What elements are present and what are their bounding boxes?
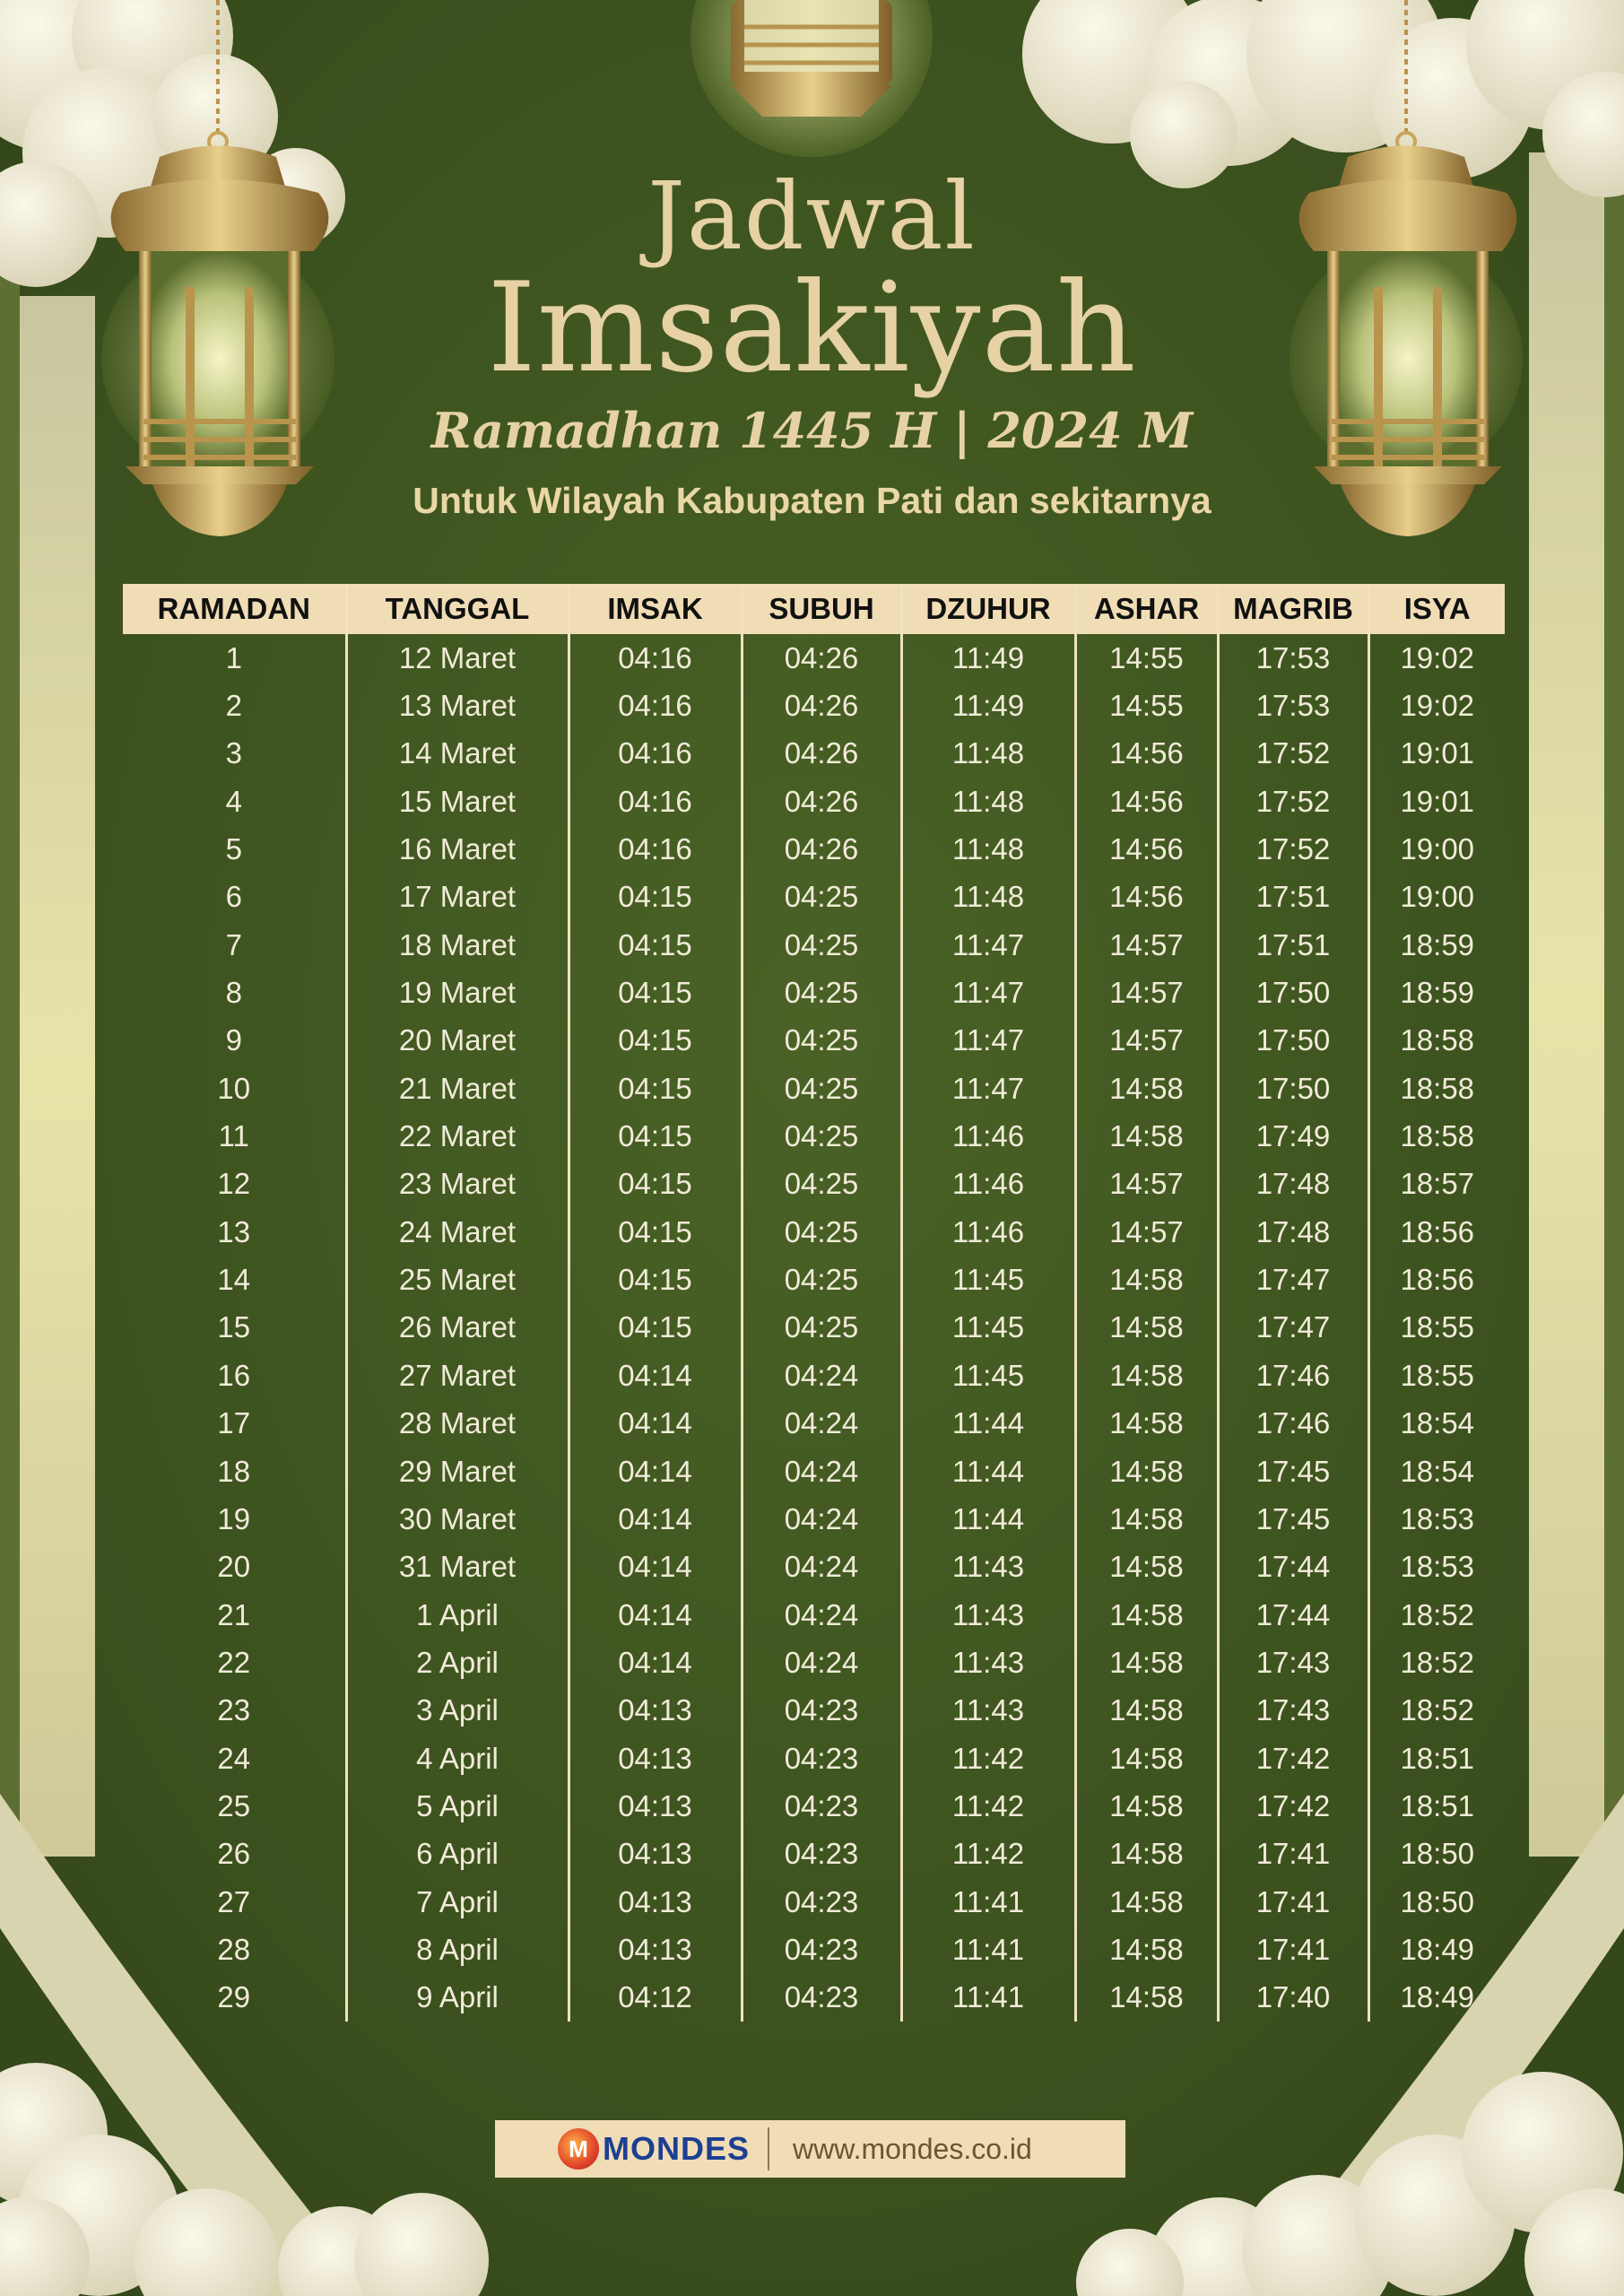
- cell-imsak: 04:16: [569, 825, 742, 873]
- cell-dzuhur: 11:43: [901, 1591, 1075, 1639]
- footer-bar: [495, 2120, 1125, 2178]
- cell-imsak: 04:15: [569, 1256, 742, 1303]
- cell-isya: 19:01: [1368, 778, 1505, 825]
- cell-ashar: 14:57: [1075, 921, 1218, 969]
- cell-tanggal: 2 April: [346, 1639, 569, 1686]
- table-row: [123, 682, 1505, 729]
- cell-imsak: 04:14: [569, 1448, 742, 1495]
- cell-tanggal: 16 Maret: [346, 825, 569, 873]
- cell-imsak: 04:15: [569, 1304, 742, 1352]
- cell-magrib: 17:43: [1218, 1639, 1368, 1686]
- cell-subuh: 04:23: [742, 1878, 901, 1926]
- cell-dzuhur: 11:48: [901, 874, 1075, 921]
- table-row: [123, 1735, 1505, 1782]
- cell-ashar: 14:58: [1075, 1352, 1218, 1399]
- cell-ashar: 14:56: [1075, 730, 1218, 778]
- cell-subuh: 04:25: [742, 1208, 901, 1256]
- cell-subuh: 04:25: [742, 921, 901, 969]
- cell-dzuhur: 11:43: [901, 1639, 1075, 1686]
- table-row: [123, 1639, 1505, 1686]
- cell-isya: 18:59: [1368, 921, 1505, 969]
- table-row: [123, 778, 1505, 825]
- schedule-table: [123, 584, 1505, 2022]
- cell-ashar: 14:58: [1075, 1112, 1218, 1160]
- website-link[interactable]: www.mondes.co.id: [793, 2132, 1032, 2165]
- cell-magrib: 17:46: [1218, 1352, 1368, 1399]
- cell-subuh: 04:23: [742, 1974, 901, 2022]
- cell-imsak: 04:15: [569, 1161, 742, 1208]
- cell-tanggal: 29 Maret: [346, 1448, 569, 1495]
- cell-imsak: 04:14: [569, 1352, 742, 1399]
- cell-imsak: 04:13: [569, 1782, 742, 1830]
- cell-isya: 18:55: [1368, 1304, 1505, 1352]
- column-header-ramadan: RAMADAN: [123, 584, 346, 634]
- cell-dzuhur: 11:44: [901, 1495, 1075, 1543]
- cell-magrib: 17:45: [1218, 1448, 1368, 1495]
- cell-isya: 19:00: [1368, 825, 1505, 873]
- table-header-row: [123, 584, 1505, 634]
- cell-tanggal: 19 Maret: [346, 969, 569, 1016]
- cell-subuh: 04:23: [742, 1926, 901, 1973]
- cell-ashar: 14:58: [1075, 1831, 1218, 1878]
- cell-isya: 18:51: [1368, 1735, 1505, 1782]
- cell-ramadan: 27: [217, 1884, 251, 1918]
- cell-ramadan: 6: [225, 880, 242, 914]
- table-row: [123, 730, 1505, 778]
- column-header-ashar: ASHAR: [1075, 584, 1218, 634]
- cell-subuh: 04:25: [742, 1017, 901, 1065]
- cell-tanggal: 22 Maret: [346, 1112, 569, 1160]
- cell-imsak: 04:14: [569, 1639, 742, 1686]
- cell-ashar: 14:57: [1075, 969, 1218, 1016]
- cell-dzuhur: 11:45: [901, 1256, 1075, 1303]
- cell-imsak: 04:14: [569, 1544, 742, 1591]
- cell-dzuhur: 11:42: [901, 1831, 1075, 1878]
- cell-magrib: 17:51: [1218, 921, 1368, 969]
- table-row: [123, 1065, 1505, 1112]
- table-row: [123, 634, 1505, 682]
- mondes-logo: [558, 2128, 750, 2170]
- cell-ramadan: 26: [217, 1837, 251, 1871]
- cell-magrib: 17:43: [1218, 1687, 1368, 1735]
- cell-isya: 18:54: [1368, 1400, 1505, 1448]
- cell-tanggal: 15 Maret: [346, 778, 569, 825]
- cell-imsak: 04:16: [569, 634, 742, 682]
- cell-subuh: 04:26: [742, 634, 901, 682]
- cell-ramadan: 14: [217, 1263, 251, 1297]
- cell-ramadan: 20: [217, 1550, 251, 1584]
- cell-ramadan: 8: [225, 976, 242, 1010]
- cell-tanggal: 31 Maret: [346, 1544, 569, 1591]
- cell-imsak: 04:13: [569, 1687, 742, 1735]
- cell-magrib: 17:41: [1218, 1831, 1368, 1878]
- cell-dzuhur: 11:47: [901, 1065, 1075, 1112]
- cell-ashar: 14:58: [1075, 1065, 1218, 1112]
- cell-dzuhur: 11:47: [901, 969, 1075, 1016]
- cell-magrib: 17:51: [1218, 874, 1368, 921]
- cell-dzuhur: 11:46: [901, 1112, 1075, 1160]
- cell-ashar: 14:58: [1075, 1735, 1218, 1782]
- cell-ramadan: 4: [225, 784, 242, 818]
- cell-tanggal: 24 Maret: [346, 1208, 569, 1256]
- cell-dzuhur: 11:46: [901, 1208, 1075, 1256]
- cell-isya: 19:02: [1368, 634, 1505, 682]
- cell-subuh: 04:24: [742, 1591, 901, 1639]
- cell-isya: 18:52: [1368, 1639, 1505, 1686]
- cell-magrib: 17:45: [1218, 1495, 1368, 1543]
- cell-subuh: 04:25: [742, 1065, 901, 1112]
- cell-subuh: 04:26: [742, 682, 901, 729]
- cell-dzuhur: 11:45: [901, 1304, 1075, 1352]
- table-row: [123, 1591, 1505, 1639]
- cell-isya: 18:58: [1368, 1017, 1505, 1065]
- cell-tanggal: 4 April: [346, 1735, 569, 1782]
- cell-ashar: 14:58: [1075, 1256, 1218, 1303]
- cell-ramadan: 2: [225, 689, 242, 723]
- cell-ashar: 14:55: [1075, 682, 1218, 729]
- cell-magrib: 17:47: [1218, 1256, 1368, 1303]
- cell-tanggal: 25 Maret: [346, 1256, 569, 1303]
- cell-imsak: 04:13: [569, 1831, 742, 1878]
- cell-subuh: 04:24: [742, 1352, 901, 1399]
- cell-subuh: 04:23: [742, 1687, 901, 1735]
- column-header-dzuhur: DZUHUR: [901, 584, 1075, 634]
- region-caption: Untuk Wilayah Kabupaten Pati dan sekitarnya: [413, 480, 1211, 521]
- cell-ramadan: 22: [217, 1645, 251, 1679]
- cell-isya: 18:56: [1368, 1208, 1505, 1256]
- cell-tanggal: 3 April: [346, 1687, 569, 1735]
- logo-emblem-icon: M: [558, 2128, 599, 2170]
- cell-tanggal: 30 Maret: [346, 1495, 569, 1543]
- cell-magrib: 17:44: [1218, 1544, 1368, 1591]
- cell-subuh: 04:23: [742, 1782, 901, 1830]
- cell-ashar: 14:56: [1075, 874, 1218, 921]
- cell-ashar: 14:58: [1075, 1926, 1218, 1973]
- cell-ramadan: 10: [217, 1071, 251, 1105]
- cell-ramadan: 13: [217, 1214, 251, 1248]
- cell-ramadan: 24: [217, 1741, 251, 1775]
- cell-magrib: 17:41: [1218, 1926, 1368, 1973]
- cell-imsak: 04:14: [569, 1400, 742, 1448]
- cell-isya: 19:02: [1368, 682, 1505, 729]
- cell-isya: 18:51: [1368, 1782, 1505, 1830]
- cell-magrib: 17:41: [1218, 1878, 1368, 1926]
- table-row: [123, 1208, 1505, 1256]
- cell-ramadan: 19: [217, 1501, 251, 1535]
- cell-subuh: 04:26: [742, 778, 901, 825]
- cell-subuh: 04:23: [742, 1831, 901, 1878]
- table-row: [123, 1352, 1505, 1399]
- cell-ramadan: 1: [225, 640, 242, 674]
- cell-ramadan: 9: [225, 1023, 242, 1057]
- cell-magrib: 17:52: [1218, 730, 1368, 778]
- cell-tanggal: 1 April: [346, 1591, 569, 1639]
- table-row: [123, 874, 1505, 921]
- cell-ashar: 14:58: [1075, 1878, 1218, 1926]
- cell-tanggal: 12 Maret: [346, 634, 569, 682]
- cell-isya: 18:49: [1368, 1974, 1505, 2022]
- cell-ramadan: 25: [217, 1788, 251, 1822]
- column-header-isya: ISYA: [1368, 584, 1505, 634]
- cell-isya: 18:53: [1368, 1495, 1505, 1543]
- cell-magrib: 17:50: [1218, 969, 1368, 1016]
- cell-ashar: 14:58: [1075, 1448, 1218, 1495]
- cell-tanggal: 13 Maret: [346, 682, 569, 729]
- cell-tanggal: 14 Maret: [346, 730, 569, 778]
- table-row: [123, 1544, 1505, 1591]
- table-row: [123, 1878, 1505, 1926]
- cell-tanggal: 7 April: [346, 1878, 569, 1926]
- cell-dzuhur: 11:46: [901, 1161, 1075, 1208]
- cell-subuh: 04:24: [742, 1495, 901, 1543]
- cell-dzuhur: 11:42: [901, 1782, 1075, 1830]
- cell-imsak: 04:12: [569, 1974, 742, 2022]
- cell-magrib: 17:52: [1218, 778, 1368, 825]
- cell-dzuhur: 11:42: [901, 1735, 1075, 1782]
- table-row: [123, 1782, 1505, 1830]
- cell-magrib: 17:50: [1218, 1017, 1368, 1065]
- table-row: [123, 1926, 1505, 1973]
- cell-ramadan: 23: [217, 1693, 251, 1727]
- cell-imsak: 04:14: [569, 1591, 742, 1639]
- cell-tanggal: 6 April: [346, 1831, 569, 1878]
- cell-isya: 18:58: [1368, 1065, 1505, 1112]
- cell-imsak: 04:16: [569, 778, 742, 825]
- cell-imsak: 04:13: [569, 1878, 742, 1926]
- cell-isya: 18:50: [1368, 1878, 1505, 1926]
- cell-magrib: 17:40: [1218, 1974, 1368, 2022]
- cell-magrib: 17:52: [1218, 825, 1368, 873]
- cell-tanggal: 26 Maret: [346, 1304, 569, 1352]
- cell-magrib: 17:50: [1218, 1065, 1368, 1112]
- table-row: [123, 921, 1505, 969]
- title-jadwal: Jadwal: [647, 161, 977, 271]
- table-row: [123, 1304, 1505, 1352]
- cell-dzuhur: 11:45: [901, 1352, 1075, 1399]
- column-header-tanggal: TANGGAL: [346, 584, 569, 634]
- column-header-imsak: IMSAK: [569, 584, 742, 634]
- cell-imsak: 04:15: [569, 969, 742, 1016]
- column-header-subuh: SUBUH: [742, 584, 901, 634]
- table-row: [123, 1112, 1505, 1160]
- cell-ramadan: 15: [217, 1310, 251, 1344]
- cell-isya: 18:57: [1368, 1161, 1505, 1208]
- cell-subuh: 04:25: [742, 1256, 901, 1303]
- cell-isya: 18:53: [1368, 1544, 1505, 1591]
- cell-isya: 18:49: [1368, 1926, 1505, 1973]
- cell-dzuhur: 11:49: [901, 682, 1075, 729]
- cell-imsak: 04:15: [569, 1065, 742, 1112]
- cell-isya: 19:00: [1368, 874, 1505, 921]
- cell-subuh: 04:25: [742, 1112, 901, 1160]
- cell-isya: 18:55: [1368, 1352, 1505, 1399]
- cell-tanggal: 8 April: [346, 1926, 569, 1973]
- cell-magrib: 17:53: [1218, 634, 1368, 682]
- cell-ramadan: 5: [225, 832, 242, 866]
- cell-dzuhur: 11:44: [901, 1400, 1075, 1448]
- table-row: [123, 1400, 1505, 1448]
- cell-ashar: 14:58: [1075, 1639, 1218, 1686]
- cell-tanggal: 20 Maret: [346, 1017, 569, 1065]
- cell-isya: 18:58: [1368, 1112, 1505, 1160]
- cell-ashar: 14:56: [1075, 825, 1218, 873]
- cell-subuh: 04:24: [742, 1400, 901, 1448]
- cell-ashar: 14:58: [1075, 1591, 1218, 1639]
- cell-ramadan: 12: [217, 1167, 251, 1201]
- cell-isya: 18:50: [1368, 1831, 1505, 1878]
- cell-isya: 18:52: [1368, 1591, 1505, 1639]
- cell-ramadan: 11: [218, 1119, 249, 1153]
- cell-dzuhur: 11:44: [901, 1448, 1075, 1495]
- cell-ashar: 14:58: [1075, 1495, 1218, 1543]
- cell-imsak: 04:15: [569, 1017, 742, 1065]
- cell-isya: 18:56: [1368, 1256, 1505, 1303]
- cell-tanggal: 5 April: [346, 1782, 569, 1830]
- cell-dzuhur: 11:48: [901, 825, 1075, 873]
- cell-imsak: 04:15: [569, 1208, 742, 1256]
- title-imsakiyah: Imsakiyah: [487, 256, 1137, 400]
- cell-ramadan: 28: [217, 1932, 251, 1966]
- cell-isya: 18:52: [1368, 1687, 1505, 1735]
- cell-magrib: 17:44: [1218, 1591, 1368, 1639]
- cell-ramadan: 17: [217, 1406, 251, 1440]
- cell-imsak: 04:13: [569, 1735, 742, 1782]
- cell-magrib: 17:42: [1218, 1782, 1368, 1830]
- cell-ramadan: 3: [225, 736, 242, 770]
- cell-imsak: 04:16: [569, 730, 742, 778]
- table-row: [123, 1974, 1505, 2022]
- cell-isya: 18:59: [1368, 969, 1505, 1016]
- cell-imsak: 04:15: [569, 874, 742, 921]
- subtitle-ramadhan: Ramadhan 1445 H | 2024 M: [430, 402, 1194, 459]
- table-row: [123, 1448, 1505, 1495]
- cell-subuh: 04:25: [742, 1304, 901, 1352]
- cell-tanggal: 18 Maret: [346, 921, 569, 969]
- cell-ashar: 14:58: [1075, 1687, 1218, 1735]
- cell-tanggal: 9 April: [346, 1974, 569, 2022]
- cell-dzuhur: 11:48: [901, 730, 1075, 778]
- cell-dzuhur: 11:49: [901, 634, 1075, 682]
- cell-magrib: 17:49: [1218, 1112, 1368, 1160]
- cell-tanggal: 27 Maret: [346, 1352, 569, 1399]
- cell-magrib: 17:48: [1218, 1161, 1368, 1208]
- table-row: [123, 825, 1505, 873]
- cell-magrib: 17:46: [1218, 1400, 1368, 1448]
- cell-magrib: 17:47: [1218, 1304, 1368, 1352]
- cell-tanggal: 17 Maret: [346, 874, 569, 921]
- cell-imsak: 04:16: [569, 682, 742, 729]
- cell-dzuhur: 11:47: [901, 921, 1075, 969]
- cell-magrib: 17:42: [1218, 1735, 1368, 1782]
- cell-ashar: 14:58: [1075, 1974, 1218, 2022]
- table-row: [123, 1161, 1505, 1208]
- column-header-magrib: MAGRIB: [1218, 584, 1368, 634]
- cell-isya: 19:01: [1368, 730, 1505, 778]
- cell-ramadan: 18: [217, 1454, 251, 1488]
- cell-subuh: 04:24: [742, 1639, 901, 1686]
- cell-ramadan: 29: [217, 1980, 251, 2014]
- table-row: [123, 1495, 1505, 1543]
- cell-ashar: 14:58: [1075, 1544, 1218, 1591]
- cell-ashar: 14:56: [1075, 778, 1218, 825]
- cell-subuh: 04:24: [742, 1544, 901, 1591]
- cell-dzuhur: 11:48: [901, 778, 1075, 825]
- cell-ashar: 14:57: [1075, 1208, 1218, 1256]
- cell-imsak: 04:15: [569, 921, 742, 969]
- cell-tanggal: 23 Maret: [346, 1161, 569, 1208]
- table-row: [123, 1256, 1505, 1303]
- cell-subuh: 04:25: [742, 969, 901, 1016]
- cell-dzuhur: 11:47: [901, 1017, 1075, 1065]
- cell-imsak: 04:15: [569, 1112, 742, 1160]
- cell-imsak: 04:14: [569, 1495, 742, 1543]
- footer-divider: [768, 2127, 769, 2170]
- cell-dzuhur: 11:41: [901, 1974, 1075, 2022]
- cell-dzuhur: 11:41: [901, 1878, 1075, 1926]
- cell-subuh: 04:26: [742, 825, 901, 873]
- cell-ramadan: 16: [217, 1358, 251, 1392]
- cell-imsak: 04:13: [569, 1926, 742, 1973]
- cell-subuh: 04:23: [742, 1735, 901, 1782]
- cell-ashar: 14:58: [1075, 1304, 1218, 1352]
- cell-ashar: 14:58: [1075, 1782, 1218, 1830]
- cell-ramadan: 21: [217, 1597, 251, 1631]
- table-row: [123, 969, 1505, 1016]
- cell-ashar: 14:57: [1075, 1017, 1218, 1065]
- cell-tanggal: 21 Maret: [346, 1065, 569, 1112]
- cell-ashar: 14:58: [1075, 1400, 1218, 1448]
- cell-ashar: 14:57: [1075, 1161, 1218, 1208]
- logo-text: MONDES: [603, 2130, 751, 2167]
- table-row: [123, 1687, 1505, 1735]
- cell-dzuhur: 11:43: [901, 1687, 1075, 1735]
- cell-subuh: 04:24: [742, 1448, 901, 1495]
- table-row: [123, 1017, 1505, 1065]
- cell-dzuhur: 11:43: [901, 1544, 1075, 1591]
- cell-subuh: 04:25: [742, 1161, 901, 1208]
- cell-isya: 18:54: [1368, 1448, 1505, 1495]
- cell-dzuhur: 11:41: [901, 1926, 1075, 1973]
- cell-ramadan: 7: [225, 927, 242, 961]
- schedule-body: [123, 634, 1505, 2022]
- cell-magrib: 17:53: [1218, 682, 1368, 729]
- cell-magrib: 17:48: [1218, 1208, 1368, 1256]
- cell-subuh: 04:25: [742, 874, 901, 921]
- cell-tanggal: 28 Maret: [346, 1400, 569, 1448]
- table-row: [123, 1831, 1505, 1878]
- cell-subuh: 04:26: [742, 730, 901, 778]
- cell-ashar: 14:55: [1075, 634, 1218, 682]
